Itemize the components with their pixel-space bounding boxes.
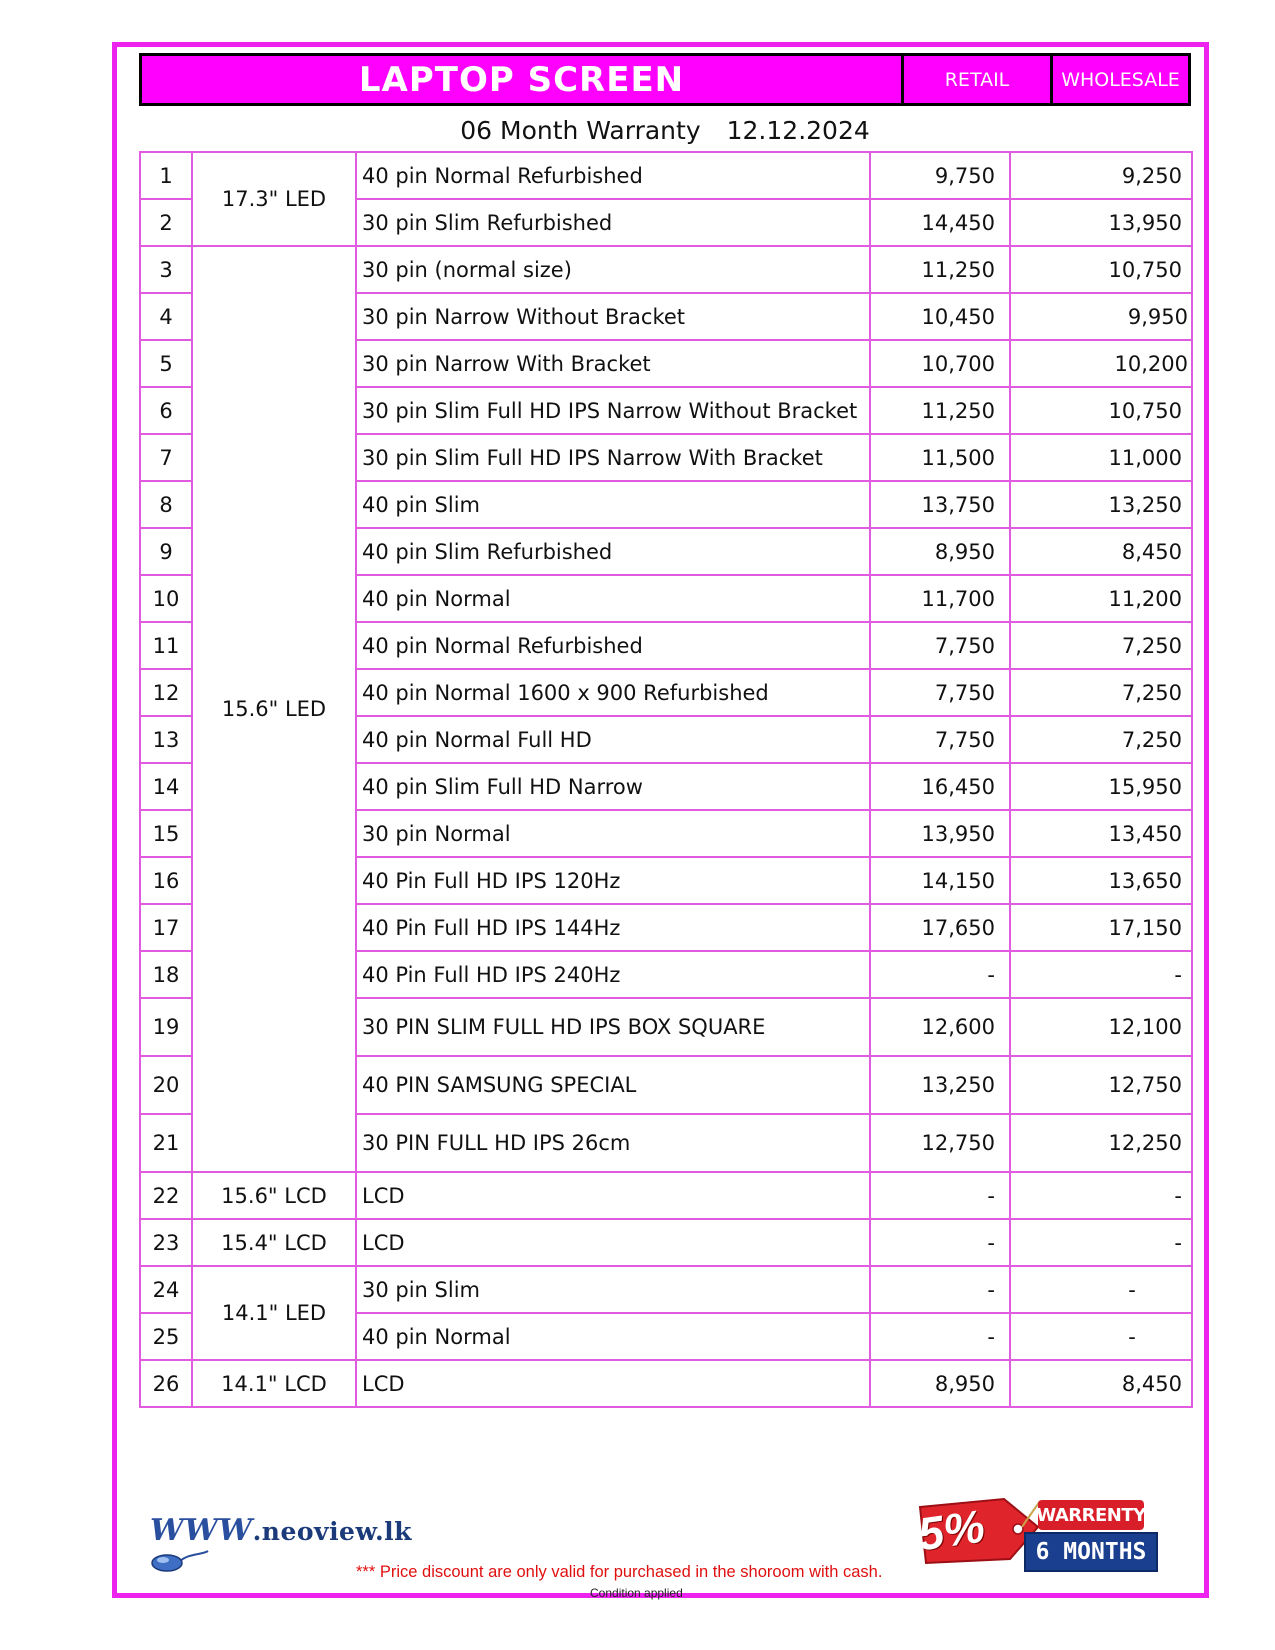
item-description: 40 pin Normal	[356, 575, 870, 622]
retail-price: -	[870, 1219, 1010, 1266]
table-header	[139, 53, 1191, 106]
retail-price: 10,700	[870, 340, 1010, 387]
row-number: 12	[140, 669, 192, 716]
wholesale-price: 17,150	[1010, 904, 1192, 951]
screen-size-group: 15.6" LCD	[192, 1172, 356, 1219]
condition-note: Condition applied	[590, 1586, 683, 1600]
retail-price: 11,700	[870, 575, 1010, 622]
item-description: 40 Pin Full HD IPS 120Hz	[356, 857, 870, 904]
row-number: 23	[140, 1219, 192, 1266]
screen-size-group: 17.3" LED	[192, 152, 356, 246]
retail-price: 8,950	[870, 1360, 1010, 1407]
row-number: 21	[140, 1114, 192, 1172]
retail-price: 17,650	[870, 904, 1010, 951]
retail-price: -	[870, 951, 1010, 998]
row-number: 13	[140, 716, 192, 763]
item-description: 40 Pin Full HD IPS 144Hz	[356, 904, 870, 951]
wholesale-price: 8,450	[1010, 1360, 1192, 1407]
row-number: 6	[140, 387, 192, 434]
item-description: 30 pin Narrow Without Bracket	[356, 293, 870, 340]
logo-domain: .neoview.lk	[252, 1517, 412, 1546]
price-table	[139, 151, 1193, 1408]
retail-price: -	[870, 1172, 1010, 1219]
wholesale-price: -	[1010, 1172, 1192, 1219]
row-number: 22	[140, 1172, 192, 1219]
item-description: 30 pin (normal size)	[356, 246, 870, 293]
row-number: 4	[140, 293, 192, 340]
item-description: 30 pin Slim	[356, 1266, 870, 1313]
warranty-badge-duration: 6 MONTHS	[1024, 1532, 1158, 1572]
item-description: LCD	[356, 1360, 870, 1407]
wholesale-price: -	[1010, 951, 1192, 998]
row-number: 8	[140, 481, 192, 528]
row-number: 1	[140, 152, 192, 199]
item-description: 40 pin Normal Refurbished	[356, 152, 870, 199]
row-number: 10	[140, 575, 192, 622]
retail-price: 7,750	[870, 669, 1010, 716]
wholesale-price: 9,950	[1010, 293, 1192, 340]
row-number: 5	[140, 340, 192, 387]
wholesale-price: 12,250	[1010, 1114, 1192, 1172]
wholesale-price: 13,450	[1010, 810, 1192, 857]
retail-column-header: RETAIL	[904, 56, 1053, 103]
row-number: 9	[140, 528, 192, 575]
row-number: 14	[140, 763, 192, 810]
row-number: 7	[140, 434, 192, 481]
item-description: 40 PIN SAMSUNG SPECIAL	[356, 1056, 870, 1114]
warranty-badge	[1024, 1498, 1158, 1574]
item-description: 40 pin Slim	[356, 481, 870, 528]
wholesale-price: 15,950	[1010, 763, 1192, 810]
retail-price: -	[870, 1313, 1010, 1360]
item-description: 40 pin Normal Full HD	[356, 716, 870, 763]
wholesale-price: -	[1010, 1313, 1192, 1360]
item-description: 40 pin Slim Refurbished	[356, 528, 870, 575]
row-number: 3	[140, 246, 192, 293]
warranty-period: 06 Month Warranty	[460, 115, 701, 145]
retail-price: 10,450	[870, 293, 1010, 340]
mouse-icon	[150, 1549, 210, 1573]
retail-price: 13,250	[870, 1056, 1010, 1114]
row-number: 2	[140, 199, 192, 246]
retail-price: 7,750	[870, 716, 1010, 763]
wholesale-price: 11,200	[1010, 575, 1192, 622]
wholesale-price: 9,250	[1010, 152, 1192, 199]
wholesale-price: 10,750	[1010, 387, 1192, 434]
item-description: 30 pin Slim Full HD IPS Narrow Without Bracket	[356, 387, 870, 434]
row-number: 16	[140, 857, 192, 904]
warranty-badge-label: WARRENTY	[1038, 1500, 1144, 1530]
retail-price: 16,450	[870, 763, 1010, 810]
table-row	[140, 1360, 1192, 1407]
logo-www: WWW	[150, 1513, 253, 1548]
retail-price: 13,750	[870, 481, 1010, 528]
table-row	[140, 1172, 1192, 1219]
item-description: 30 pin Normal	[356, 810, 870, 857]
row-number: 24	[140, 1266, 192, 1313]
row-number: 19	[140, 998, 192, 1056]
item-description: 30 PIN FULL HD IPS 26cm	[356, 1114, 870, 1172]
row-number: 17	[140, 904, 192, 951]
screen-size-group: 15.4" LCD	[192, 1219, 356, 1266]
wholesale-price: 7,250	[1010, 716, 1192, 763]
retail-price: 12,750	[870, 1114, 1010, 1172]
retail-price: 11,250	[870, 387, 1010, 434]
wholesale-price: 13,250	[1010, 481, 1192, 528]
item-description: 30 pin Slim Refurbished	[356, 199, 870, 246]
table-row	[140, 246, 1192, 293]
screen-size-group: 15.6" LED	[192, 246, 356, 1172]
retail-price: 8,950	[870, 528, 1010, 575]
screen-size-group: 14.1" LCD	[192, 1360, 356, 1407]
logo-text	[150, 1513, 412, 1548]
discount-badge: 5%	[914, 1499, 988, 1561]
retail-price: 14,150	[870, 857, 1010, 904]
item-description: 40 pin Slim Full HD Narrow	[356, 763, 870, 810]
wholesale-price: -	[1010, 1219, 1192, 1266]
item-description: 40 pin Normal	[356, 1313, 870, 1360]
item-description: LCD	[356, 1172, 870, 1219]
retail-price: 11,500	[870, 434, 1010, 481]
page-title: LAPTOP SCREEN	[142, 56, 904, 103]
retail-price: 9,750	[870, 152, 1010, 199]
retail-price: 14,450	[870, 199, 1010, 246]
item-description: 40 pin Normal 1600 x 900 Refurbished	[356, 669, 870, 716]
wholesale-price: 11,000	[1010, 434, 1192, 481]
item-description: LCD	[356, 1219, 870, 1266]
discount-disclaimer: *** Price discount are only valid for purchased in the shoroom with cash.	[356, 1563, 883, 1581]
website-logo[interactable]	[150, 1513, 412, 1573]
item-description: 30 pin Slim Full HD IPS Narrow With Bracket	[356, 434, 870, 481]
row-number: 26	[140, 1360, 192, 1407]
wholesale-price: 8,450	[1010, 528, 1192, 575]
wholesale-column-header: WHOLESALE	[1061, 68, 1180, 91]
item-description: 30 PIN SLIM FULL HD IPS BOX SQUARE	[356, 998, 870, 1056]
wholesale-price: 13,650	[1010, 857, 1192, 904]
subtitle	[139, 108, 1191, 152]
row-number: 20	[140, 1056, 192, 1114]
retail-price: 11,250	[870, 246, 1010, 293]
table-row	[140, 1219, 1192, 1266]
wholesale-price: -	[1010, 1266, 1192, 1313]
wholesale-price: 10,200	[1010, 340, 1192, 387]
row-number: 15	[140, 810, 192, 857]
retail-price: 13,950	[870, 810, 1010, 857]
retail-price: 12,600	[870, 998, 1010, 1056]
row-number: 18	[140, 951, 192, 998]
item-description: 30 pin Narrow With Bracket	[356, 340, 870, 387]
item-description: 40 Pin Full HD IPS 240Hz	[356, 951, 870, 998]
price-list-date: 12.12.2024	[726, 115, 870, 145]
table-row	[140, 1266, 1192, 1313]
wholesale-price: 10,750	[1010, 246, 1192, 293]
wholesale-price: 13,950	[1010, 199, 1192, 246]
wholesale-price: 12,100	[1010, 998, 1192, 1056]
retail-price: 7,750	[870, 622, 1010, 669]
row-number: 11	[140, 622, 192, 669]
screen-size-group: 14.1" LED	[192, 1266, 356, 1360]
wholesale-price: 7,250	[1010, 622, 1192, 669]
retail-price: -	[870, 1266, 1010, 1313]
item-description: 40 pin Normal Refurbished	[356, 622, 870, 669]
wholesale-price: 7,250	[1010, 669, 1192, 716]
wholesale-price: 12,750	[1010, 1056, 1192, 1114]
table-row	[140, 152, 1192, 199]
row-number: 25	[140, 1313, 192, 1360]
